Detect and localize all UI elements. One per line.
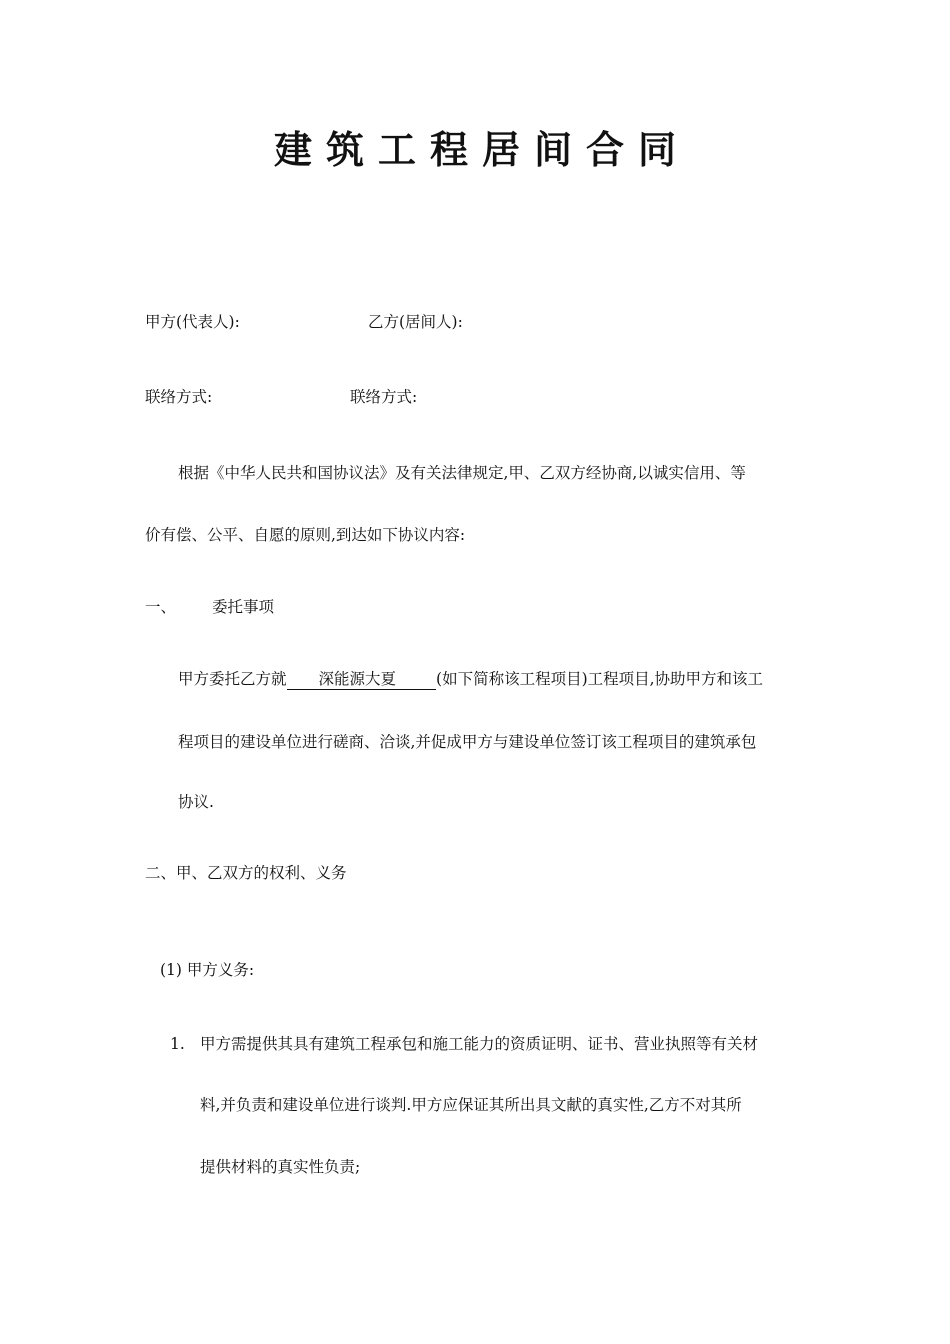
- section-1-line-1: [178, 668, 763, 690]
- party-a-label: 甲方(代表人):: [145, 313, 240, 331]
- party-a-obligations-heading: (1) 甲方义务:: [160, 961, 255, 979]
- section-2-heading: 二、甲、乙双方的权利、义务: [145, 864, 347, 882]
- preamble-line-1: 根据《中华人民共和国协议法》及有关法律规定,甲、乙双方经协商,以诚实信用、等: [178, 464, 746, 482]
- project-name: 深能源大夏: [318, 670, 397, 688]
- contact-b-label: 联络方式:: [350, 388, 418, 406]
- section-1-line-3: 协议.: [178, 793, 214, 811]
- section-1-heading: 委托事项: [212, 598, 275, 616]
- item-1-line-2: 料,并负责和建设单位进行谈判.甲方应保证其所出具文献的真实性,乙方不对其所: [200, 1096, 742, 1114]
- preamble-line-2: 价有偿、公平、自愿的原则,到达如下协议内容:: [145, 526, 466, 544]
- contact-a-label: 联络方式:: [145, 388, 213, 406]
- item-1-number: 1.: [170, 1035, 185, 1053]
- section-1-line-1-suffix: (如下简称该工程项目)工程项目,协助甲方和该工: [436, 670, 764, 688]
- item-1-line-3: 提供材料的真实性负责;: [200, 1158, 361, 1176]
- section-1-line-2: 程项目的建设单位进行磋商、洽谈,并促成甲方与建设单位签订该工程项目的建筑承包: [178, 733, 757, 751]
- party-b-label: 乙方(居间人):: [368, 313, 463, 331]
- section-1-line-1-prefix: 甲方委托乙方就: [178, 670, 287, 688]
- item-1-line-1: 甲方需提供其具有建筑工程承包和施工能力的资质证明、证书、营业执照等有关材: [200, 1035, 759, 1053]
- document-title: 建筑工程居间合同: [273, 127, 690, 172]
- project-name-blank: [287, 669, 437, 690]
- section-1-number: 一、: [145, 598, 177, 616]
